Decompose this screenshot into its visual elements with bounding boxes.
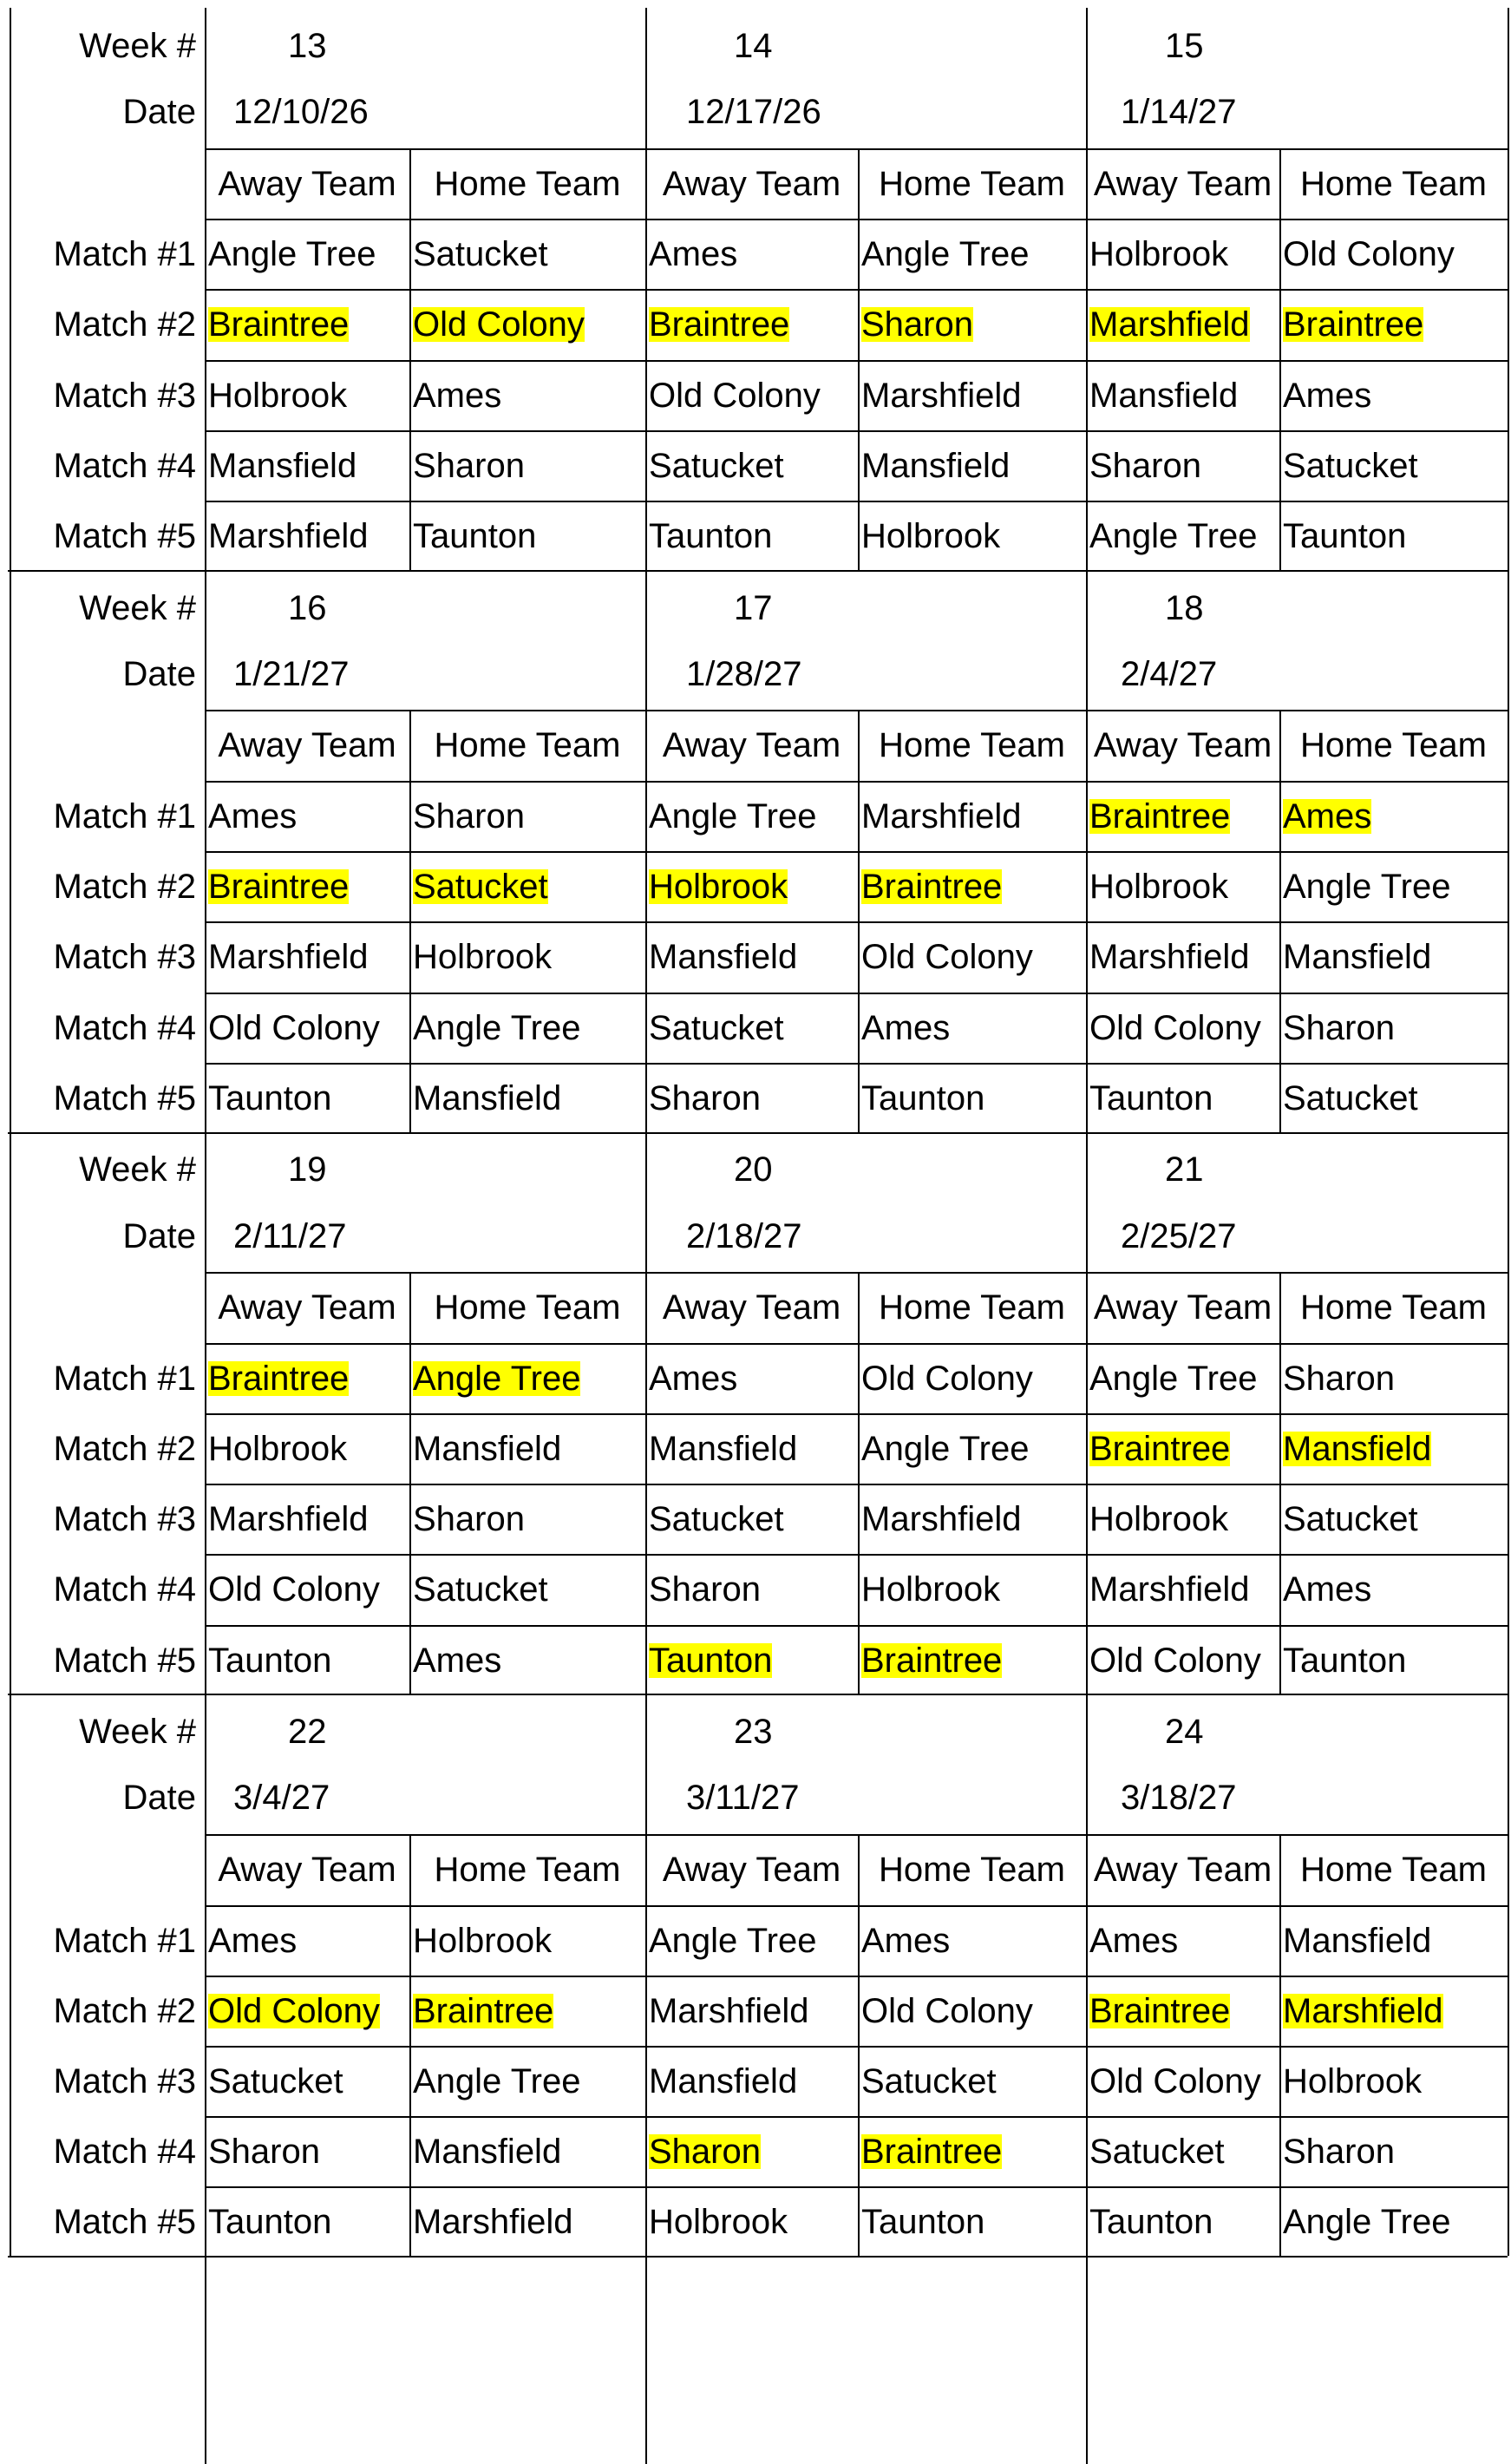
away-team-header: Away Team (218, 725, 396, 764)
home-team-cell: Angle Tree (413, 1008, 581, 1047)
grid-line-h (205, 289, 645, 291)
home-team-header: Home Team (879, 1850, 1065, 1889)
home-team-cell: Mansfield (1283, 1429, 1432, 1468)
home-team-cell: Holbrook (1283, 2061, 1423, 2100)
home-team-header: Home Team (879, 1288, 1065, 1327)
grid-line-h (205, 1343, 645, 1345)
grid-line-h (1086, 781, 1508, 783)
week-date: 12/17/26 (686, 93, 821, 131)
away-team-cell: Sharon (649, 1078, 761, 1117)
home-team-cell: Old Colony (1283, 234, 1455, 273)
away-team-cell: Ames (649, 234, 738, 273)
grid-line-h (645, 1343, 1086, 1345)
grid-line-h (1086, 2046, 1508, 2048)
grid-line-h (645, 1272, 1086, 1274)
grid-line-h (205, 2116, 645, 2118)
home-team-header: Home Team (1300, 725, 1487, 764)
block-divider (8, 2256, 1508, 2258)
left-border (10, 8, 11, 2256)
grid-line-h (1086, 1625, 1508, 1627)
home-team-header: Home Team (434, 1288, 621, 1327)
grid-line-v (858, 1834, 860, 2258)
grid-line-h (645, 219, 1086, 220)
home-team-cell: Ames (1283, 796, 1372, 836)
match-label: Match #5 (53, 1641, 196, 1680)
match-label: Match #5 (53, 1078, 196, 1117)
grid-line-h (1086, 1554, 1508, 1556)
grid-line-h (645, 1976, 1086, 1977)
home-team-header: Home Team (434, 1850, 621, 1889)
grid-line-h (1086, 1905, 1508, 1907)
grid-line-h (645, 1413, 1086, 1415)
grid-line-h (205, 2046, 645, 2048)
home-team-cell: Angle Tree (1283, 867, 1451, 906)
match-label: Match #2 (53, 867, 196, 906)
grid-line-h (1086, 2116, 1508, 2118)
week-number: 14 (734, 27, 773, 65)
match-label: Match #1 (53, 234, 196, 273)
home-team-cell: Braintree (861, 1641, 1003, 1680)
grid-line-v (858, 1272, 860, 1695)
away-team-cell: Marshfield (1089, 937, 1250, 976)
away-team-cell: Mansfield (649, 1429, 798, 1468)
home-team-cell: Old Colony (861, 1359, 1033, 1398)
grid-line-h (205, 781, 645, 783)
week-number: 23 (734, 1713, 773, 1751)
away-team-cell: Ames (649, 1359, 738, 1398)
column-divider (645, 8, 647, 2464)
home-team-cell: Mansfield (413, 1078, 562, 1117)
week-number: 15 (1165, 27, 1204, 65)
grid-line-h (205, 1834, 645, 1836)
away-team-cell: Taunton (649, 1641, 773, 1680)
grid-line-h (1086, 1343, 1508, 1345)
grid-line-v (409, 148, 411, 572)
grid-line-h (645, 993, 1086, 994)
grid-line-h (645, 710, 1086, 711)
week-label: Week # (79, 27, 196, 65)
week-date: 1/14/27 (1121, 93, 1237, 131)
home-team-cell: Satucket (413, 234, 548, 273)
away-team-cell: Sharon (208, 2132, 320, 2171)
match-label: Match #2 (53, 305, 196, 344)
away-team-cell: Satucket (649, 446, 784, 485)
home-team-cell: Ames (1283, 1569, 1372, 1609)
week-label: Week # (79, 589, 196, 627)
week-number: 13 (288, 27, 327, 65)
grid-line-v (1279, 148, 1281, 572)
grid-line-h (205, 219, 645, 220)
away-team-cell: Holbrook (1089, 1499, 1229, 1538)
away-team-cell: Ames (208, 1921, 298, 1960)
date-label: Date (122, 1779, 196, 1817)
match-label: Match #3 (53, 1499, 196, 1538)
week-date: 3/18/27 (1121, 1779, 1237, 1817)
grid-line-h (645, 1484, 1086, 1485)
home-team-cell: Holbrook (861, 516, 1001, 555)
home-team-cell: Angle Tree (413, 2061, 581, 2100)
grid-line-h (645, 501, 1086, 502)
home-team-cell: Taunton (413, 516, 537, 555)
column-divider (205, 8, 206, 2464)
match-label: Match #1 (53, 1359, 196, 1398)
grid-line-h (645, 921, 1086, 923)
away-team-header: Away Team (218, 1288, 396, 1327)
home-team-cell: Taunton (861, 1078, 985, 1117)
home-team-cell: Holbrook (413, 1921, 553, 1960)
grid-line-h (1086, 1063, 1508, 1065)
grid-line-h (645, 1905, 1086, 1907)
grid-line-h (645, 2116, 1086, 2118)
week-number: 19 (288, 1150, 327, 1189)
home-team-cell: Angle Tree (413, 1359, 581, 1398)
match-label: Match #2 (53, 1991, 196, 2030)
away-team-cell: Holbrook (1089, 867, 1229, 906)
away-team-cell: Angle Tree (649, 1921, 817, 1960)
home-team-cell: Ames (413, 1641, 502, 1680)
grid-line-h (1086, 1272, 1508, 1274)
grid-line-h (645, 360, 1086, 362)
away-team-cell: Holbrook (649, 2202, 788, 2241)
home-team-cell: Braintree (861, 2132, 1003, 2171)
away-team-cell: Braintree (649, 305, 790, 344)
grid-line-v (1279, 710, 1281, 1133)
away-team-cell: Satucket (1089, 2132, 1225, 2171)
match-label: Match #2 (53, 1429, 196, 1468)
home-team-cell: Mansfield (1283, 937, 1432, 976)
grid-line-h (645, 851, 1086, 853)
grid-line-h (205, 1272, 645, 1274)
home-team-cell: Sharon (413, 1499, 525, 1538)
match-label: Match #5 (53, 516, 196, 555)
grid-line-h (1086, 360, 1508, 362)
grid-line-v (1279, 1272, 1281, 1695)
away-team-cell: Taunton (649, 516, 773, 555)
away-team-cell: Sharon (649, 1569, 761, 1609)
away-team-cell: Angle Tree (649, 796, 817, 836)
home-team-cell: Angle Tree (861, 234, 1030, 273)
home-team-cell: Satucket (1283, 1499, 1418, 1538)
grid-line-h (1086, 289, 1508, 291)
block-divider (8, 570, 1508, 572)
away-team-header: Away Team (662, 725, 841, 764)
home-team-cell: Angle Tree (1283, 2202, 1451, 2241)
away-team-cell: Old Colony (208, 1991, 380, 2030)
away-team-cell: Satucket (208, 2061, 343, 2100)
away-team-cell: Marshfield (1089, 305, 1250, 344)
grid-line-h (645, 148, 1086, 150)
grid-line-h (205, 1554, 645, 1556)
week-date: 12/10/26 (233, 93, 369, 131)
away-team-cell: Old Colony (1089, 1008, 1261, 1047)
grid-line-h (205, 1905, 645, 1907)
away-team-header: Away Team (662, 164, 841, 203)
block-divider (8, 1694, 1508, 1695)
grid-line-h (645, 289, 1086, 291)
week-number: 16 (288, 589, 327, 627)
home-team-cell: Satucket (1283, 1078, 1418, 1117)
grid-line-h (205, 430, 645, 432)
home-team-cell: Sharon (413, 796, 525, 836)
home-team-cell: Braintree (413, 1991, 554, 2030)
home-team-cell: Holbrook (861, 1569, 1001, 1609)
match-label: Match #5 (53, 2202, 196, 2241)
home-team-header: Home Team (879, 164, 1065, 203)
grid-line-h (645, 1834, 1086, 1836)
away-team-cell: Holbrook (208, 1429, 348, 1468)
home-team-cell: Satucket (861, 2061, 997, 2100)
home-team-cell: Mansfield (413, 1429, 562, 1468)
away-team-header: Away Team (218, 1850, 396, 1889)
away-team-cell: Holbrook (1089, 234, 1229, 273)
grid-line-h (1086, 921, 1508, 923)
away-team-cell: Angle Tree (208, 234, 376, 273)
grid-line-h (205, 710, 645, 711)
match-label: Match #1 (53, 1921, 196, 1960)
grid-line-h (205, 501, 645, 502)
home-team-header: Home Team (434, 725, 621, 764)
away-team-cell: Taunton (1089, 1078, 1213, 1117)
home-team-cell: Marshfield (413, 2202, 573, 2241)
away-team-cell: Braintree (208, 867, 350, 906)
away-team-cell: Mansfield (649, 2061, 798, 2100)
home-team-cell: Ames (1283, 376, 1372, 415)
week-date: 2/11/27 (233, 1217, 347, 1255)
match-label: Match #3 (53, 2061, 196, 2100)
away-team-cell: Mansfield (1089, 376, 1239, 415)
home-team-cell: Old Colony (861, 1991, 1033, 2030)
grid-line-h (645, 2186, 1086, 2188)
grid-line-h (1086, 148, 1508, 150)
block-divider (8, 1132, 1508, 1134)
away-team-cell: Old Colony (649, 376, 821, 415)
away-team-cell: Marshfield (1089, 1569, 1250, 1609)
home-team-cell: Marshfield (1283, 1991, 1443, 2030)
grid-line-h (205, 1484, 645, 1485)
week-label: Week # (79, 1713, 196, 1751)
away-team-cell: Taunton (208, 1078, 332, 1117)
away-team-cell: Satucket (649, 1008, 784, 1047)
away-team-cell: Marshfield (649, 1991, 809, 2030)
away-team-header: Away Team (1093, 725, 1272, 764)
grid-line-h (1086, 1834, 1508, 1836)
home-team-cell: Mansfield (861, 446, 1011, 485)
away-team-cell: Marshfield (208, 937, 369, 976)
away-team-cell: Braintree (208, 1359, 350, 1398)
away-team-header: Away Team (662, 1850, 841, 1889)
away-team-cell: Braintree (1089, 796, 1231, 836)
home-team-cell: Mansfield (1283, 1921, 1432, 1960)
grid-line-h (1086, 851, 1508, 853)
home-team-cell: Satucket (413, 1569, 548, 1609)
week-number: 17 (734, 589, 773, 627)
away-team-cell: Taunton (208, 1641, 332, 1680)
home-team-cell: Taunton (861, 2202, 985, 2241)
home-team-header: Home Team (1300, 1850, 1487, 1889)
home-team-cell: Sharon (1283, 2132, 1395, 2171)
away-team-cell: Ames (1089, 1921, 1179, 1960)
home-team-cell: Sharon (1283, 1008, 1395, 1047)
away-team-header: Away Team (1093, 1288, 1272, 1327)
grid-line-h (645, 1625, 1086, 1627)
date-label: Date (122, 1217, 196, 1255)
grid-line-h (205, 1976, 645, 1977)
match-label: Match #1 (53, 796, 196, 836)
date-label: Date (122, 93, 196, 131)
home-team-cell: Taunton (1283, 1641, 1407, 1680)
home-team-cell: Holbrook (413, 937, 553, 976)
grid-line-h (1086, 2186, 1508, 2188)
home-team-cell: Sharon (861, 305, 973, 344)
match-label: Match #3 (53, 937, 196, 976)
away-team-cell: Old Colony (208, 1569, 380, 1609)
away-team-cell: Angle Tree (1089, 1359, 1258, 1398)
home-team-cell: Marshfield (861, 1499, 1022, 1538)
grid-line-h (205, 851, 645, 853)
home-team-cell: Old Colony (413, 305, 585, 344)
away-team-cell: Holbrook (649, 867, 788, 906)
grid-line-h (1086, 710, 1508, 711)
home-team-cell: Satucket (1283, 446, 1418, 485)
week-number: 20 (734, 1150, 773, 1189)
grid-line-h (205, 1063, 645, 1065)
grid-line-h (205, 921, 645, 923)
away-team-cell: Holbrook (208, 376, 348, 415)
away-team-cell: Ames (208, 796, 298, 836)
home-team-cell: Angle Tree (861, 1429, 1030, 1468)
week-number: 24 (1165, 1713, 1204, 1751)
week-date: 2/4/27 (1121, 655, 1218, 693)
grid-line-h (645, 1063, 1086, 1065)
grid-line-v (409, 710, 411, 1133)
grid-line-v (1279, 1834, 1281, 2258)
home-team-header: Home Team (1300, 164, 1487, 203)
away-team-cell: Old Colony (1089, 1641, 1261, 1680)
match-label: Match #4 (53, 1569, 196, 1609)
away-team-header: Away Team (1093, 1850, 1272, 1889)
week-date: 1/28/27 (686, 655, 802, 693)
grid-line-h (205, 148, 645, 150)
away-team-cell: Marshfield (208, 1499, 369, 1538)
grid-line-h (205, 360, 645, 362)
grid-line-h (1086, 1484, 1508, 1485)
home-team-cell: Braintree (1283, 305, 1424, 344)
home-team-cell: Old Colony (861, 937, 1033, 976)
week-label: Week # (79, 1150, 196, 1189)
match-label: Match #4 (53, 446, 196, 485)
away-team-cell: Mansfield (649, 937, 798, 976)
home-team-cell: Mansfield (413, 2132, 562, 2171)
home-team-cell: Marshfield (861, 796, 1022, 836)
week-date: 1/21/27 (233, 655, 350, 693)
home-team-cell: Ames (861, 1008, 951, 1047)
away-team-header: Away Team (1093, 164, 1272, 203)
away-team-cell: Braintree (1089, 1429, 1231, 1468)
away-team-cell: Marshfield (208, 516, 369, 555)
away-team-cell: Mansfield (208, 446, 357, 485)
away-team-cell: Taunton (208, 2202, 332, 2241)
home-team-cell: Ames (413, 376, 502, 415)
away-team-cell: Old Colony (1089, 2061, 1261, 2100)
away-team-cell: Old Colony (208, 1008, 380, 1047)
grid-line-h (1086, 1976, 1508, 1977)
match-label: Match #3 (53, 376, 196, 415)
grid-line-v (409, 1272, 411, 1695)
away-team-cell: Taunton (1089, 2202, 1213, 2241)
grid-line-h (645, 2046, 1086, 2048)
home-team-header: Home Team (879, 725, 1065, 764)
week-number: 21 (1165, 1150, 1204, 1189)
grid-line-h (205, 2186, 645, 2188)
grid-line-h (205, 1413, 645, 1415)
week-number: 18 (1165, 589, 1204, 627)
away-team-cell: Satucket (649, 1499, 784, 1538)
week-number: 22 (288, 1713, 327, 1751)
home-team-cell: Satucket (413, 867, 548, 906)
grid-line-v (858, 148, 860, 572)
grid-line-v (858, 710, 860, 1133)
away-team-header: Away Team (662, 1288, 841, 1327)
grid-line-h (645, 781, 1086, 783)
away-team-cell: Sharon (649, 2132, 761, 2171)
grid-line-h (645, 1554, 1086, 1556)
week-date: 2/25/27 (1121, 1217, 1237, 1255)
grid-line-v (409, 1834, 411, 2258)
column-divider (1086, 8, 1088, 2464)
away-team-cell: Braintree (208, 305, 350, 344)
match-label: Match #4 (53, 1008, 196, 1047)
grid-line-h (1086, 1413, 1508, 1415)
grid-line-h (1086, 430, 1508, 432)
away-team-cell: Braintree (1089, 1991, 1231, 2030)
week-date: 2/18/27 (686, 1217, 802, 1255)
match-label: Match #4 (53, 2132, 196, 2171)
grid-line-h (1086, 219, 1508, 220)
grid-line-h (205, 993, 645, 994)
grid-line-h (645, 430, 1086, 432)
home-team-cell: Marshfield (861, 376, 1022, 415)
away-team-header: Away Team (218, 164, 396, 203)
home-team-cell: Sharon (1283, 1359, 1395, 1398)
grid-line-h (1086, 501, 1508, 502)
home-team-cell: Taunton (1283, 516, 1407, 555)
home-team-cell: Ames (861, 1921, 951, 1960)
grid-line-h (1086, 993, 1508, 994)
away-team-cell: Sharon (1089, 446, 1201, 485)
home-team-cell: Sharon (413, 446, 525, 485)
home-team-header: Home Team (434, 164, 621, 203)
week-date: 3/11/27 (686, 1779, 800, 1817)
home-team-cell: Braintree (861, 867, 1003, 906)
grid-line-h (205, 1625, 645, 1627)
home-team-header: Home Team (1300, 1288, 1487, 1327)
away-team-cell: Angle Tree (1089, 516, 1258, 555)
right-border (1508, 8, 1509, 2256)
week-date: 3/4/27 (233, 1779, 330, 1817)
date-label: Date (122, 655, 196, 693)
